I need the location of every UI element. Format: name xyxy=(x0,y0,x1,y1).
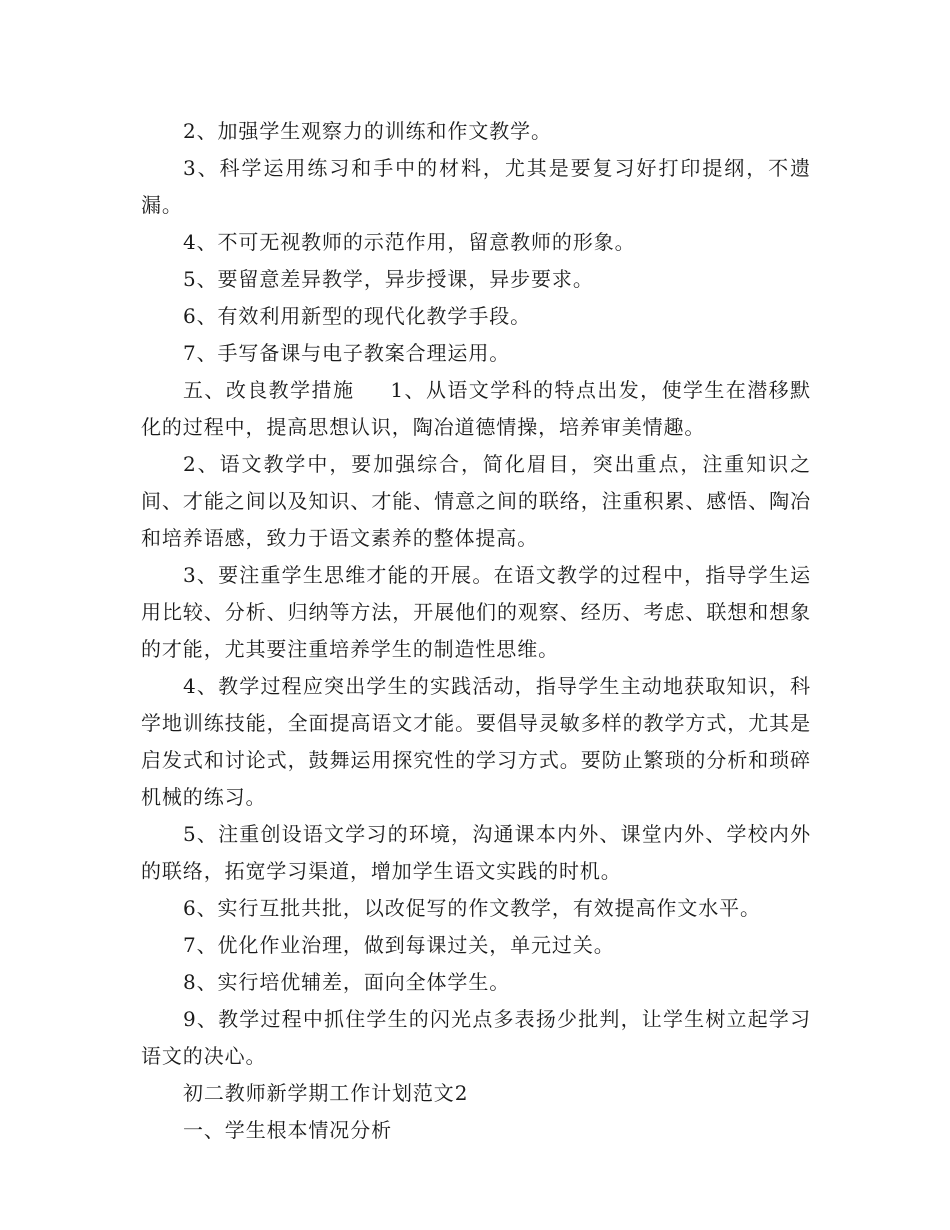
measure-item-3: 3、要注重学生思维才能的开展。在语文教学的过程中，指导学生运用比较、分析、归纳等方法，开展他们的观察、经历、考虑、联想和想象的才能，尤其要注重培养学生的制造性思维。 xyxy=(141,563,811,661)
section-one-heading: 一、学生根本情况分析 xyxy=(183,1118,392,1142)
measure-item-9: 9、教学过程中抓住学生的闪光点多表扬少批判，让学生树立起学习语文的决心。 xyxy=(141,1007,811,1068)
measure-item-7: 7、优化作业治理，做到每课过关，单元过关。 xyxy=(183,933,615,957)
measure-item-2: 2、语文教学中，要加强综合，简化眉目，突出重点，注重知识之间、才能之间以及知识、才能、情意之间的联络，注重积累、感悟、陶冶和培养语感，致力于语文素养的整体提高。 xyxy=(141,452,811,550)
measure-item-8: 8、实行培优辅差，面向全体学生。 xyxy=(183,970,511,994)
measure-item-4: 4、教学过程应突出学生的实践活动，指导学生主动地获取知识，科学地训练技能，全面提高语文才能。要倡导灵敏多样的教学方式，尤其是启发式和讨论式，鼓舞运用探究性的学习方式。要防止繁琐的分析和琐碎机械的练习。 xyxy=(141,674,811,809)
paragraph-item-4: 4、不可无视教师的示范作用，留意教师的形象。 xyxy=(183,230,636,254)
measure-item-5: 5、注重创设语文学习的环境，沟通课本内外、课堂内外、学校内外的联络，拓宽学习渠道，增加学生语文实践的时机。 xyxy=(141,822,811,883)
paragraph-item-3: 3、科学运用练习和手中的材料，尤其是要复习好打印提纲，不遗漏。 xyxy=(141,156,811,217)
paragraph-item-7: 7、手写备课与电子教案合理运用。 xyxy=(183,341,511,365)
section-five-heading: 五、改良教学措施 xyxy=(183,378,355,402)
paragraph-item-2: 2、加强学生观察力的训练和作文教学。 xyxy=(183,119,552,143)
section-five-paragraph xyxy=(141,372,811,446)
section-five-item-1: 1、从语文学科的特点出发，使学生在潜移默化的过程中，提高思想认识，陶冶道德情操，培养审美情趣。 xyxy=(141,378,811,439)
paragraph-item-6: 6、有效利用新型的现代化教学手段。 xyxy=(183,304,532,328)
measure-item-6: 6、实行互批共批，以改促写的作文教学，有效提高作文水平。 xyxy=(183,896,761,920)
document-subtitle: 初二教师新学期工作计划范文2 xyxy=(183,1081,469,1105)
paragraph-item-5: 5、要留意差异教学，异步授课，异步要求。 xyxy=(183,267,594,291)
document-body xyxy=(141,113,811,1149)
